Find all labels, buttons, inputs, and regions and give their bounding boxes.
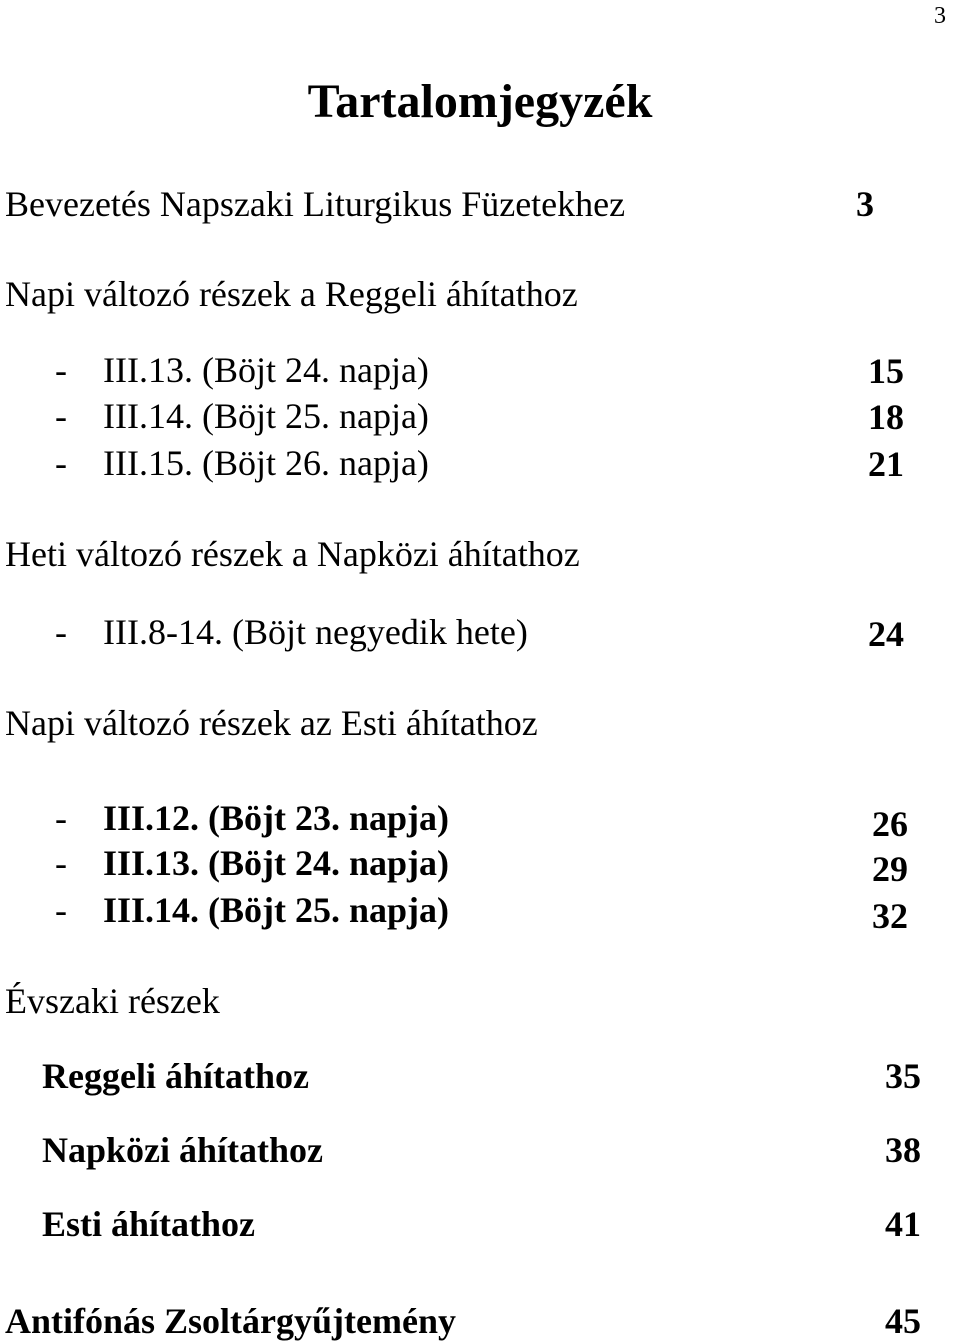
toc-item-label: III.14. (Böjt 25. napja): [103, 396, 429, 436]
toc-item-page: 24: [868, 614, 904, 654]
list-dash: -: [55, 798, 67, 838]
section-heading-morning: Napi változó részek a Reggeli áhítathoz: [5, 274, 578, 314]
toc-item-page: 21: [868, 444, 904, 484]
list-dash: -: [55, 890, 67, 930]
page-title: Tartalomjegyzék: [307, 75, 653, 128]
toc-item-page: 15: [868, 351, 904, 391]
toc-item-page: 32: [872, 896, 908, 936]
section-heading-evening: Napi változó részek az Esti áhítathoz: [5, 703, 538, 743]
toc-item-label: Napközi áhítathoz: [42, 1130, 324, 1170]
toc-item-page: 29: [872, 849, 908, 889]
toc-item-page: 35: [885, 1056, 921, 1096]
toc-item-label: III.12. (Böjt 23. napja): [103, 798, 450, 838]
toc-item-label: Reggeli áhítathoz: [42, 1056, 309, 1096]
list-dash: -: [55, 350, 67, 390]
toc-psalms-page: 45: [885, 1301, 921, 1341]
list-dash: -: [55, 843, 67, 883]
toc-item-page: 41: [885, 1204, 921, 1244]
toc-item-label: III.13. (Böjt 24. napja): [103, 350, 429, 390]
list-dash: -: [55, 396, 67, 436]
toc-item-label: III.13. (Böjt 24. napja): [103, 843, 450, 883]
toc-intro-page: 3: [856, 184, 874, 224]
toc-psalms-label: Antifónás Zsoltárgyűjtemény: [5, 1301, 456, 1341]
toc-item-label: III.8-14. (Böjt negyedik hete): [103, 612, 528, 652]
toc-item-label: III.15. (Böjt 26. napja): [103, 443, 429, 483]
list-dash: -: [55, 443, 67, 483]
section-heading-midday: Heti változó részek a Napközi áhítathoz: [5, 534, 580, 574]
list-dash: -: [55, 612, 67, 652]
toc-item-label: III.14. (Böjt 25. napja): [103, 890, 450, 930]
toc-item-page: 18: [868, 397, 904, 437]
section-heading-seasonal: Évszaki részek: [5, 981, 220, 1021]
toc-item-page: 26: [872, 804, 908, 844]
toc-item-label: Esti áhítathoz: [42, 1204, 256, 1244]
toc-intro-label: Bevezetés Napszaki Liturgikus Füzetekhez: [5, 184, 626, 224]
toc-item-page: 38: [885, 1130, 921, 1170]
page-number: 3: [934, 3, 946, 29]
